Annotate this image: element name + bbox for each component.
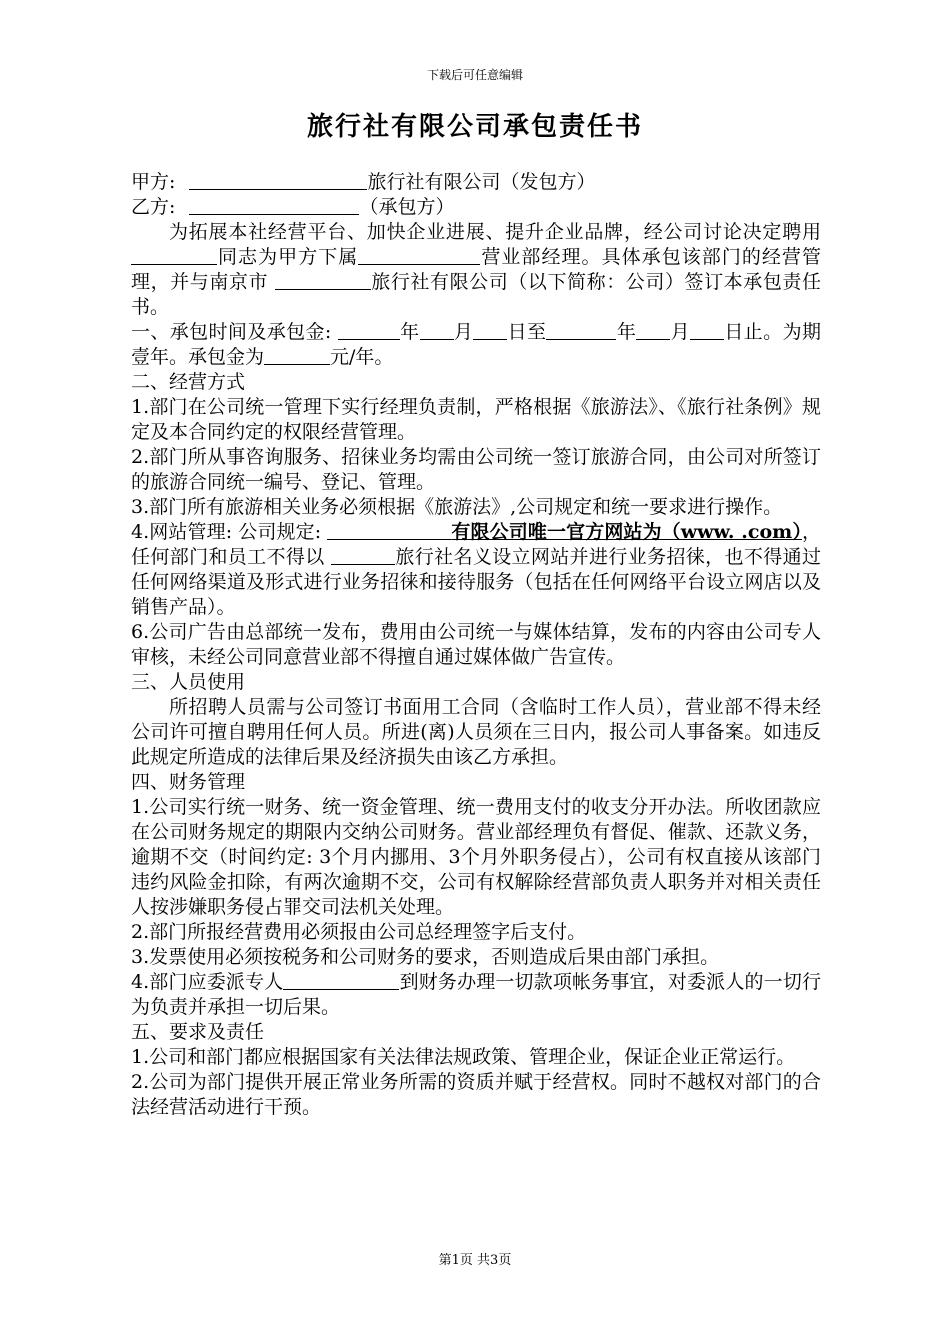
intro-paragraph: [131, 220, 821, 320]
intro-blank-company: [275, 270, 371, 290]
sec5-item-1: 1.公司和部门都应根据国家有关法律法规政策、管理企业，保证企业正常运行。: [131, 1046, 796, 1068]
sec5-item-2: 2.公司为部门提供开展正常业务所需的资质并赋于经营权。同时不越权对部门的合法经营活动进行干预。: [131, 1071, 821, 1118]
party-a-suffix: 旅行社有限公司（发包方）: [367, 171, 596, 193]
document-title: 旅行社有限公司承包责任书: [306, 112, 643, 142]
intro-text-2: 同志为甲方下属: [217, 246, 359, 268]
intro-text-1: 为拓展本社经营平台、加快企业进展、提升企业品牌，经公司讨论决定聘用: [169, 221, 821, 243]
page-footer: 第1页 共3页: [438, 1253, 512, 1268]
sec2-heading: 二、经营方式: [131, 371, 246, 393]
header-note: 下载后可任意编辑: [426, 68, 523, 82]
sec4-heading: 四、财务管理: [131, 771, 246, 793]
intro-text-4: 旅行社有限公司（以下简称：公司）签订本承包责任书。: [131, 271, 821, 318]
sec4-item-1: 1.公司实行统一财务、统一资金管理、统一费用支付的收支分开办法。所收团款应在公司财务规定的期限内交纳公司财务。营业部经理负有督促、催款、还款义务，逾期不交（时间约定: 3个月内挪用、3个月外职务侵占），公司有权直接从该部门违约风险金扣除，有两次逾期不交，公司有权解除经营部负责人职务并对相关责任人按涉嫌职务侵占罪交司法机关处理。: [131, 796, 821, 918]
sec2-item-6: 6.公司广告由总部统一发布，费用由公司统一与媒体结算，发布的内容由公司专人审核，未经公司同意营业部不得擅自通过媒体做广告宣传。: [131, 621, 821, 668]
blank-end-day: [690, 320, 724, 340]
label-year-1: 年: [399, 321, 420, 343]
sec2-item-2: 2.部门所从事咨询服务、招徕业务均需由公司统一签订旅游合同，由公司对所签订的旅游合同统一编号、登记、管理。: [131, 446, 821, 493]
label-month-2: 月: [670, 321, 691, 343]
sec2-item-4-rest-1: ，任何部门和员工不得以: [131, 521, 821, 568]
label-day-to: 日至: [507, 321, 547, 343]
party-a-blank: [189, 170, 367, 190]
intro-blank-dept: [358, 245, 480, 265]
blank-end-year: [546, 320, 616, 340]
blank-amount: [264, 345, 330, 365]
sec4-item-3: 3.发票使用必须按税务和公司财务的要求，否则造成后果由部门承担。: [131, 946, 720, 968]
party-a-label: 甲方:: [131, 171, 176, 193]
sec2-item-4-prefix: 4.网站管理: 公司规定:: [131, 521, 322, 543]
sec5-heading: 五、要求及责任: [131, 1021, 265, 1043]
sec3-heading: 三、人员使用: [131, 671, 246, 693]
sec2-item-4-rest-2: 旅行社名义设立网站并进行业务招徕，也不得通过任何网络渠道及形式进行业务招徕和接待服务（包括在任何网络平台设立网店以及销售产品）。: [131, 546, 821, 618]
blank-start-year: [338, 320, 400, 340]
party-b-line: [131, 195, 821, 220]
sec1-line: [131, 320, 821, 370]
blank-end-month: [636, 320, 670, 340]
sec1-heading: 一、承包时间及承包金:: [131, 321, 332, 343]
blank-start-month: [420, 320, 454, 340]
intro-blank-name: [131, 245, 217, 265]
intro-text-3: 营业部经理。具体承包该部门的经营管理，并与南京市: [131, 246, 821, 293]
blank-agency-name: [331, 545, 395, 565]
sec4-item-4: [131, 970, 821, 1020]
official-website-text: 有限公司唯一官方网站为（www. .com）: [451, 521, 802, 543]
document-body: [131, 170, 821, 1120]
party-b-suffix: （承包方）: [359, 196, 455, 218]
blank-company-name: [327, 520, 451, 540]
party-a-line: [131, 170, 821, 195]
sec1-period: 止。为期壹年。承包金为: [131, 321, 821, 368]
sec4-item-4-rest: 到财务办理一切款项帐务事宜，对委派人的一切行为负责并承担一切后果。: [131, 971, 821, 1018]
sec2-item-3: 3.部门所有旅游相关业务必须根据《旅游法》,公司规定和统一要求进行操作。: [131, 496, 783, 518]
blank-start-day: [473, 320, 507, 340]
sec2-item-1: 1.部门在公司统一管理下实行经理负责制，严格根据《旅游法》、《旅行社条例》规定及本合同约定的权限经营管理。: [131, 396, 821, 443]
label-month-1: 月: [453, 321, 474, 343]
blank-delegate: [283, 970, 399, 990]
party-b-label: 乙方:: [131, 196, 176, 218]
sec4-item-2: 2.部门所报经营费用必须报由公司总经理签字后支付。: [131, 921, 587, 943]
label-day: 日: [724, 321, 744, 343]
sec2-item-4: [131, 520, 821, 620]
sec4-item-4-prefix: 4.部门应委派专人: [131, 971, 284, 993]
sec3-text: 所招聘人员需与公司签订书面用工合同（含临时工作人员），营业部不得未经公司许可擅自聘用任何人员。所进(离)人员须在三日内，报公司人事备案。如违反此规定所造成的法律后果及经济损失由该乙方承担。: [131, 696, 821, 768]
sec1-per-year: 元/年。: [330, 346, 394, 368]
party-b-blank: [189, 195, 359, 215]
label-year-2: 年: [616, 321, 637, 343]
